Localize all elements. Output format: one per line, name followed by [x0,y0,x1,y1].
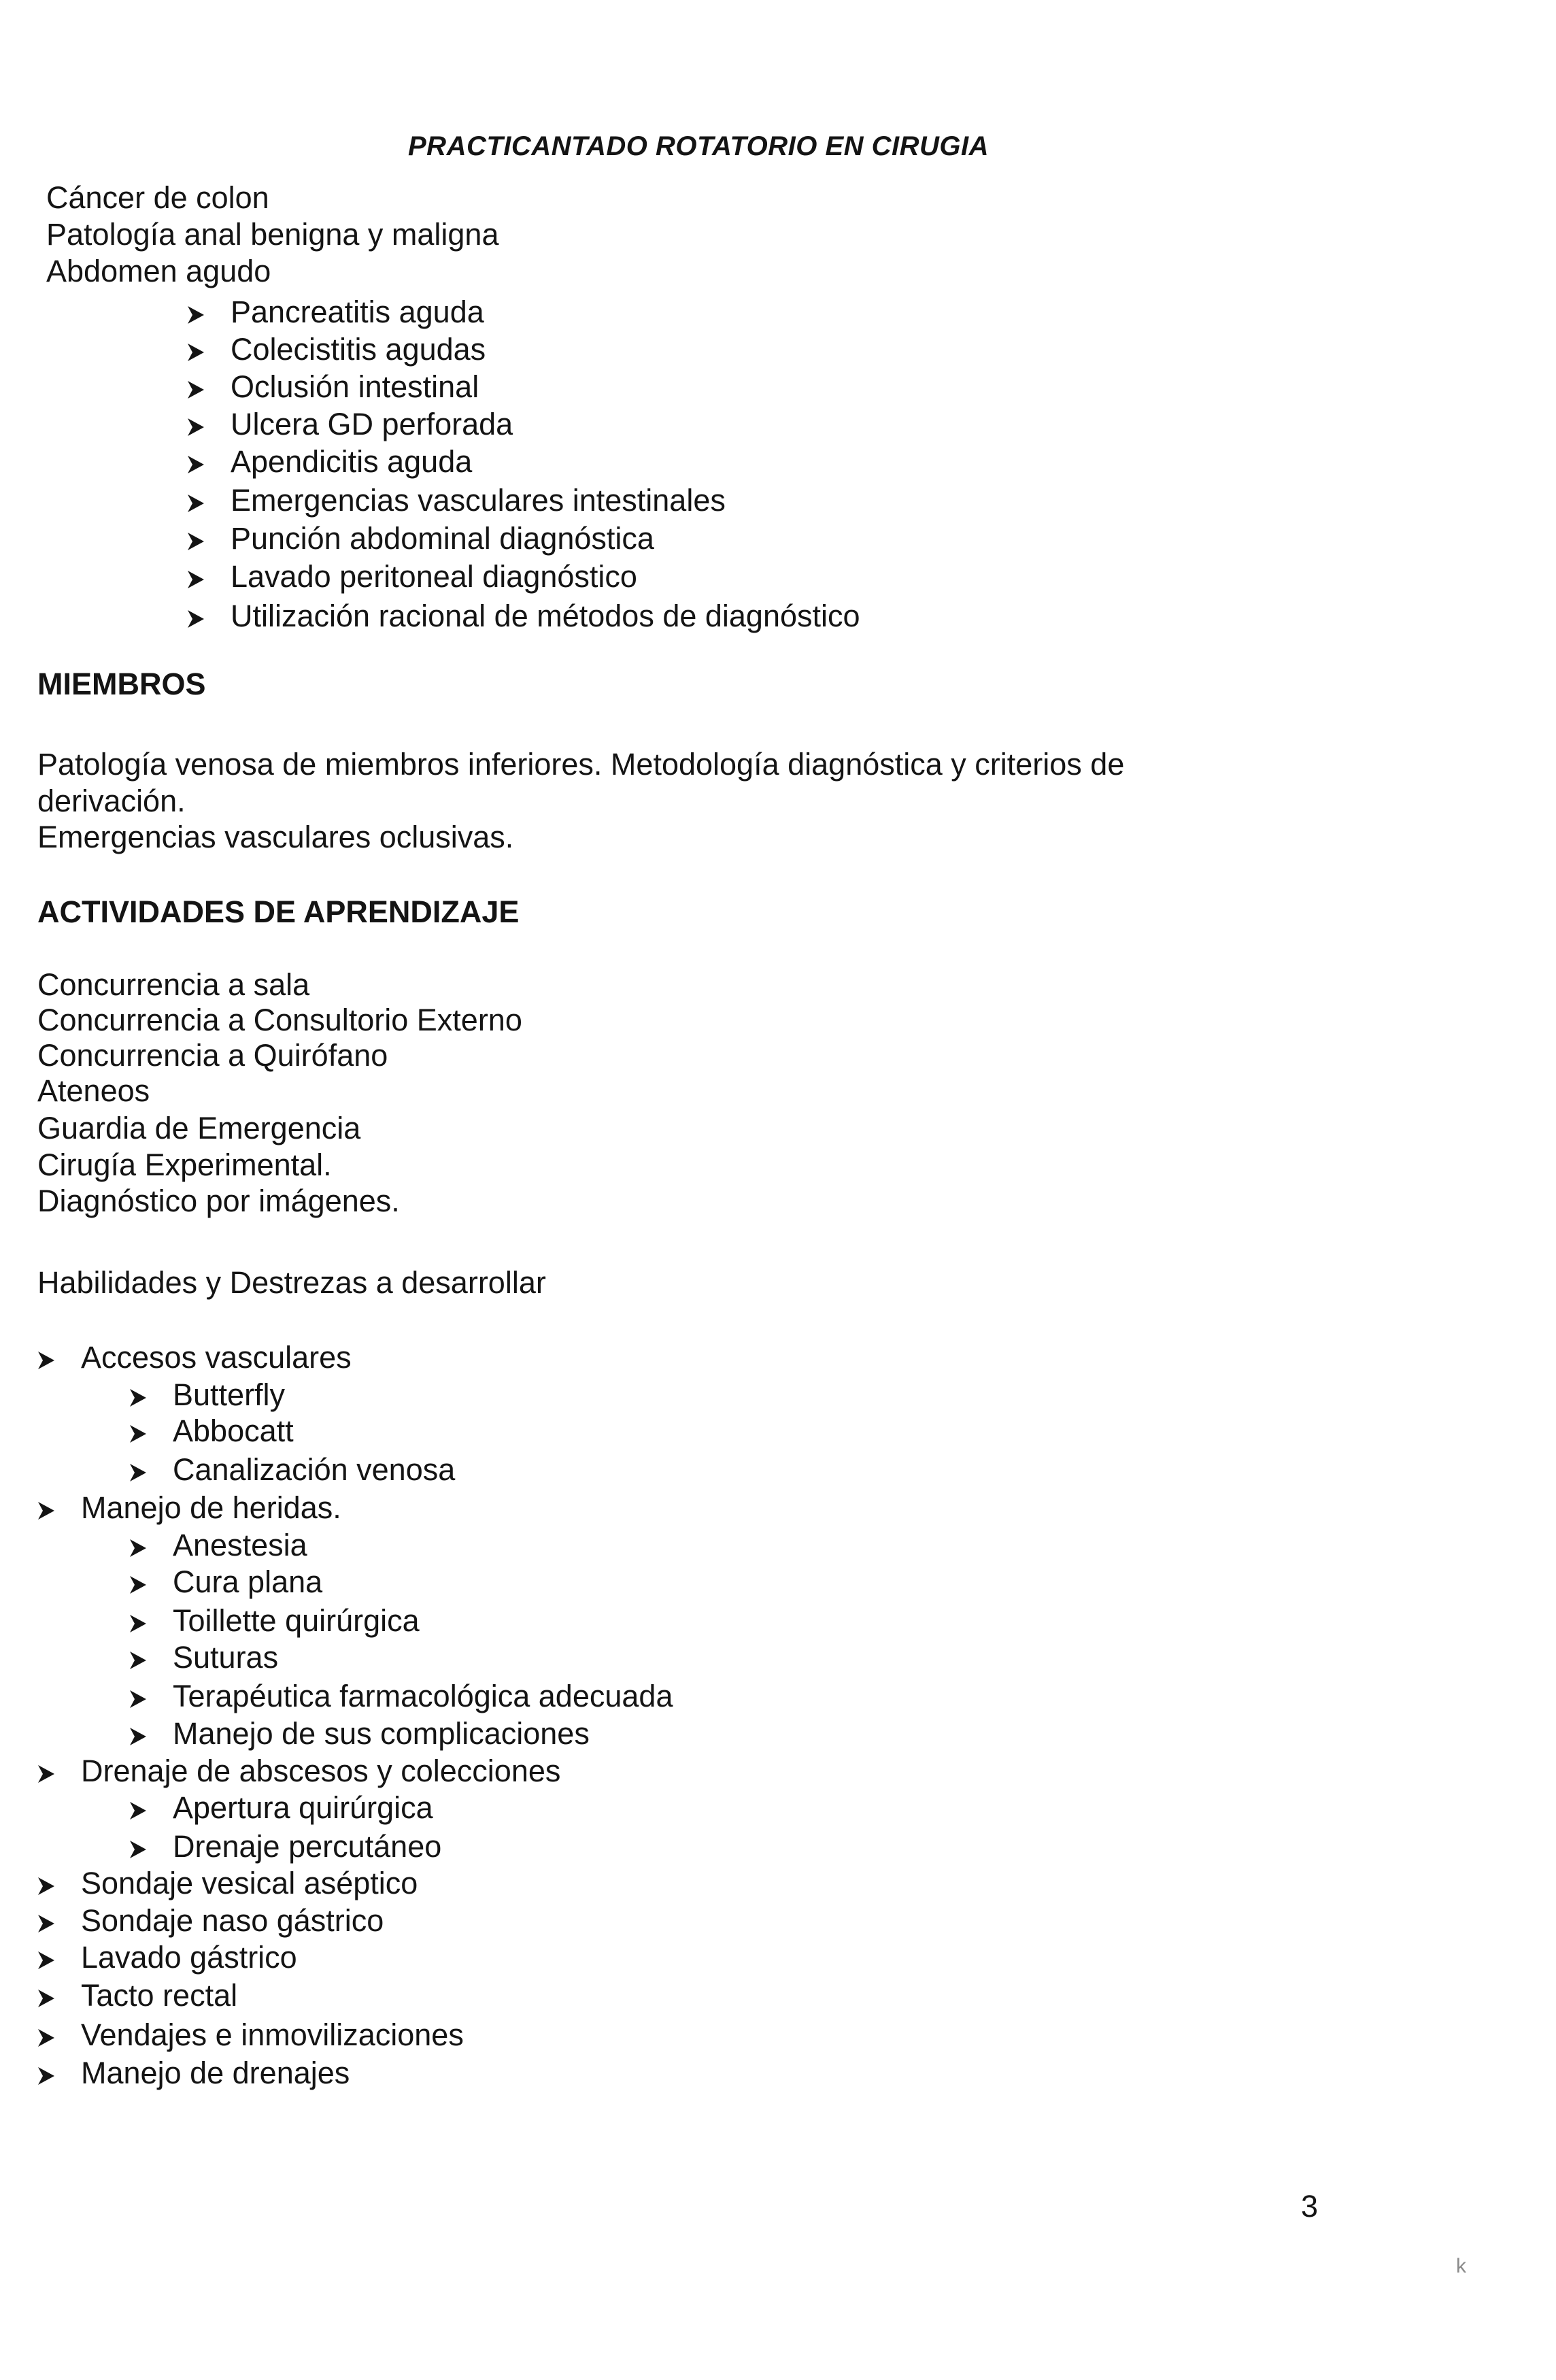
list-item-label: Cura plana [173,1564,323,1599]
actividad-item: Cirugía Experimental. [37,1147,332,1182]
arrow-bullet-icon [187,418,205,437]
list-item [129,1413,294,1449]
topic-abdomen-agudo: Abdomen agudo [46,254,271,288]
actividad-item: Guardia de Emergencia [37,1111,361,1145]
arrow-bullet-icon [187,609,205,628]
list-item-label: Colecistitis agudas [231,332,486,367]
actividad-item: Concurrencia a sala [37,967,310,1002]
section-heading-habilidades: Habilidades y Destrezas a desarrollar [37,1265,546,1300]
arrow-bullet-icon [187,455,205,474]
list-item-label: Abbocatt [173,1413,294,1448]
list-item-label: Oclusión intestinal [231,369,479,404]
list-item-label: Butterfly [173,1377,286,1412]
list-item-label: Sondaje vesical aséptico [81,1866,418,1900]
miembros-line: Emergencias vasculares oclusivas. [37,820,514,854]
arrow-bullet-icon [129,1463,147,1482]
list-item-label: Apendicitis aguda [231,444,473,479]
list-item-label: Toillette quirúrgica [173,1603,420,1638]
list-item-label: Drenaje percutáneo [173,1829,442,1864]
list-item [129,1564,322,1600]
arrow-bullet-icon [37,1501,55,1520]
list-item [37,1490,341,1526]
arrow-bullet-icon [37,2028,55,2047]
list-item-label: Tacto rectal [81,1978,238,2013]
section-heading-miembros: MIEMBROS [37,667,206,701]
arrow-bullet-icon [129,1840,147,1859]
list-item-label: Terapéutica farmacológica adecuada [173,1679,673,1713]
list-item [129,1790,433,1826]
arrow-bullet-icon [37,2066,55,2085]
arrow-bullet-icon [129,1575,147,1594]
list-item [187,295,484,330]
list-item [37,2017,464,2053]
list-item [187,444,472,480]
arrow-bullet-icon [37,1989,55,2008]
list-item [37,1340,352,1375]
list-item [187,483,726,518]
arrow-bullet-icon [37,1764,55,1783]
list-item-label: Lavado gástrico [81,1940,297,1975]
list-item [187,369,479,405]
list-item [37,1866,418,1901]
list-item-label: Punción abdominal diagnóstica [231,521,654,556]
arrow-bullet-icon [187,305,205,324]
list-item [187,559,637,594]
list-item-label: Accesos vasculares [81,1340,352,1375]
handwritten-mark: k​ [1456,2255,1466,2277]
list-item-label: Canalización venosa [173,1452,456,1487]
topic-patologia-anal: Patología anal benigna y maligna [46,217,499,252]
arrow-bullet-icon [129,1539,147,1558]
arrow-bullet-icon [187,343,205,362]
actividad-item: Ateneos [37,1073,150,1108]
actividad-item: Diagnóstico por imágenes. [37,1184,400,1218]
topic-cancer-colon: Cáncer de colon [46,180,269,215]
list-item-label: Pancreatitis aguda [231,295,484,329]
list-item [37,1940,297,1975]
arrow-bullet-icon [187,570,205,589]
arrow-bullet-icon [129,1801,147,1820]
list-item-label: Utilización racional de métodos de diagnóstico [231,599,860,633]
list-item-label: Manejo de sus complicaciones [173,1716,590,1751]
list-item [187,407,513,442]
list-item [37,1903,384,1939]
list-item [129,1377,285,1413]
arrow-bullet-icon [187,494,205,513]
arrow-bullet-icon [37,1877,55,1896]
arrow-bullet-icon [129,1388,147,1407]
arrow-bullet-icon [37,1951,55,1970]
list-item [129,1716,590,1752]
list-item-label: Lavado peritoneal diagnóstico [231,559,637,594]
arrow-bullet-icon [37,1914,55,1933]
arrow-bullet-icon [129,1651,147,1670]
list-item [129,1829,441,1864]
list-item [187,521,654,556]
actividad-item: Concurrencia a Consultorio Externo [37,1003,522,1037]
page-header-title: PRACTICANTADO ROTATORIO EN CIRUGIA [408,131,990,161]
list-item [129,1528,307,1563]
list-item-label: Ulcera GD perforada [231,407,513,441]
arrow-bullet-icon [129,1690,147,1709]
list-item-label: Suturas [173,1640,279,1675]
list-item [37,1754,560,1789]
list-item [37,2056,350,2091]
list-item [187,332,486,367]
arrow-bullet-icon [129,1424,147,1443]
arrow-bullet-icon [129,1727,147,1746]
arrow-bullet-icon [187,380,205,399]
list-item [129,1603,420,1639]
list-item-label: Emergencias vasculares intestinales [231,483,726,518]
list-item [187,599,860,634]
section-heading-actividades: ACTIVIDADES DE APRENDIZAJE [37,894,520,929]
list-item-label: Manejo de drenajes [81,2056,350,2090]
page-number: 3 [1301,2189,1319,2224]
arrow-bullet-icon [37,1351,55,1370]
list-item-label: Sondaje naso gástrico [81,1903,384,1938]
list-item-label: Drenaje de abscesos y colecciones [81,1754,561,1788]
arrow-bullet-icon [129,1614,147,1633]
list-item-label: Vendajes e inmovilizaciones [81,2017,464,2052]
list-item-label: Manejo de heridas. [81,1490,341,1525]
list-item [129,1640,278,1675]
list-item [129,1679,673,1714]
list-item-label: Anestesia [173,1528,307,1562]
list-item [37,1978,237,2013]
miembros-paragraph: Patología venosa de miembros inferiores. Metodología diagnóstica y criterios de derivación. [37,747,1125,818]
list-item-label: Apertura quirúrgica [173,1790,433,1825]
arrow-bullet-icon [187,532,205,551]
actividad-item: Concurrencia a Quirófano [37,1038,388,1073]
list-item [129,1452,455,1488]
